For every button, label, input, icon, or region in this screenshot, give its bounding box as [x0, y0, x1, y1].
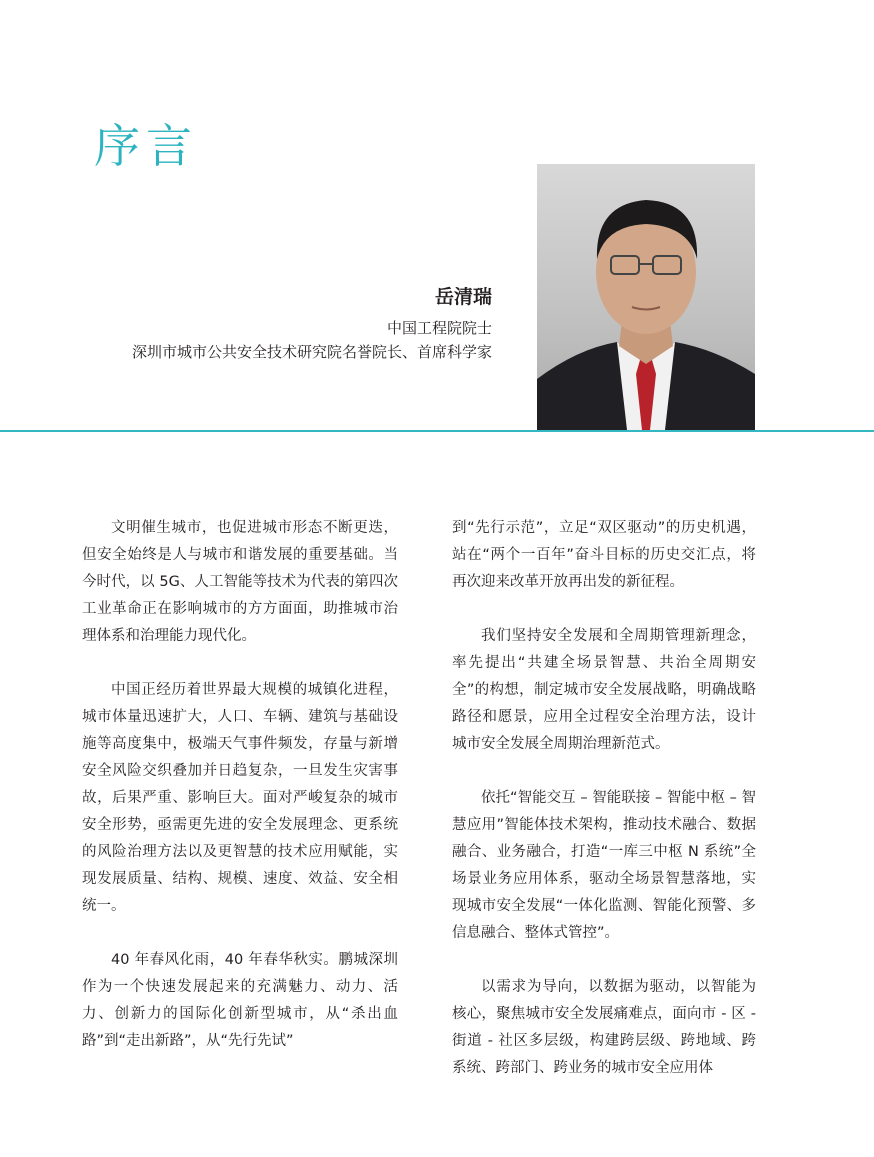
body-column-left	[82, 515, 398, 1082]
header-divider	[0, 430, 874, 432]
paragraph: 以需求为导向，以数据为驱动，以智能为核心，聚焦城市安全发展痛难点，面向市 - 区 - 街道 - 社区多层级，构建跨层级、跨地域、跨系统、跨部门、跨业务的城市安全应用体	[452, 979, 756, 1076]
page-title: 序言	[94, 119, 198, 173]
body-column-right	[452, 515, 756, 1109]
paragraph: 我们坚持安全发展和全周期管理新理念，率先提出“共建全场景智慧、共治全周期安全”的构想，制定城市安全发展战略，明确战略路径和愿景，应用全过程安全治理方法，设计城市安全发展全周期治理新范式。	[452, 628, 756, 752]
paragraph: 中国正经历着世界最大规模的城镇化进程，城市体量迅速扩大，人口、车辆、建筑与基础设施等高度集中，极端天气事件频发，存量与新增安全风险交织叠加并日趋复杂，一旦发生灾害事故，后果严重、影响巨大。面对严峻复杂的城市安全形势，亟需更先进的安全发展理念、更系统的风险治理方法以及更智慧的技术应用赋能，实现发展质量、结构、规模、速度、效益、安全相统一。	[82, 682, 398, 914]
author-block	[72, 284, 492, 364]
paragraph: 依托“智能交互 – 智能联接 – 智能中枢 – 智慧应用”智能体技术架构，推动技术融合、数据融合、业务融合，打造“一库三中枢 N 系统”全场景业务应用体系，驱动全场景智慧落地，实现城市安全发展“一体化监测、智能化预警、多信息融合、整体式管控”。	[452, 790, 756, 941]
author-title-academician: 中国工程院院士	[386, 319, 492, 337]
author-title-institute: 深圳市城市公共安全技术研究院名誉院长、首席科学家	[131, 343, 492, 361]
author-portrait	[537, 164, 755, 430]
paragraph-continued: 到“先行示范”，立足“双区驱动”的历史机遇，站在“两个一百年”奋斗目标的历史交汇点，将再次迎来改革开放再出发的新征程。	[452, 520, 756, 590]
paragraph: 40 年春风化雨，40 年春华秋实。鹏城深圳作为一个快速发展起来的充满魅力、动力、活力、创新力的国际化创新型城市，从“杀出血路”到“走出新路”，从“先行先试”	[82, 952, 398, 1049]
author-name: 岳清瑞	[434, 286, 492, 308]
portrait-image	[537, 164, 755, 430]
paragraph: 文明催生城市，也促进城市形态不断更迭，但安全始终是人与城市和谐发展的重要基础。当今时代，以 5G、人工智能等技术为代表的第四次工业革命正在影响城市的方方面面，助推城市治理体系和治理能力现代化。	[82, 520, 398, 644]
